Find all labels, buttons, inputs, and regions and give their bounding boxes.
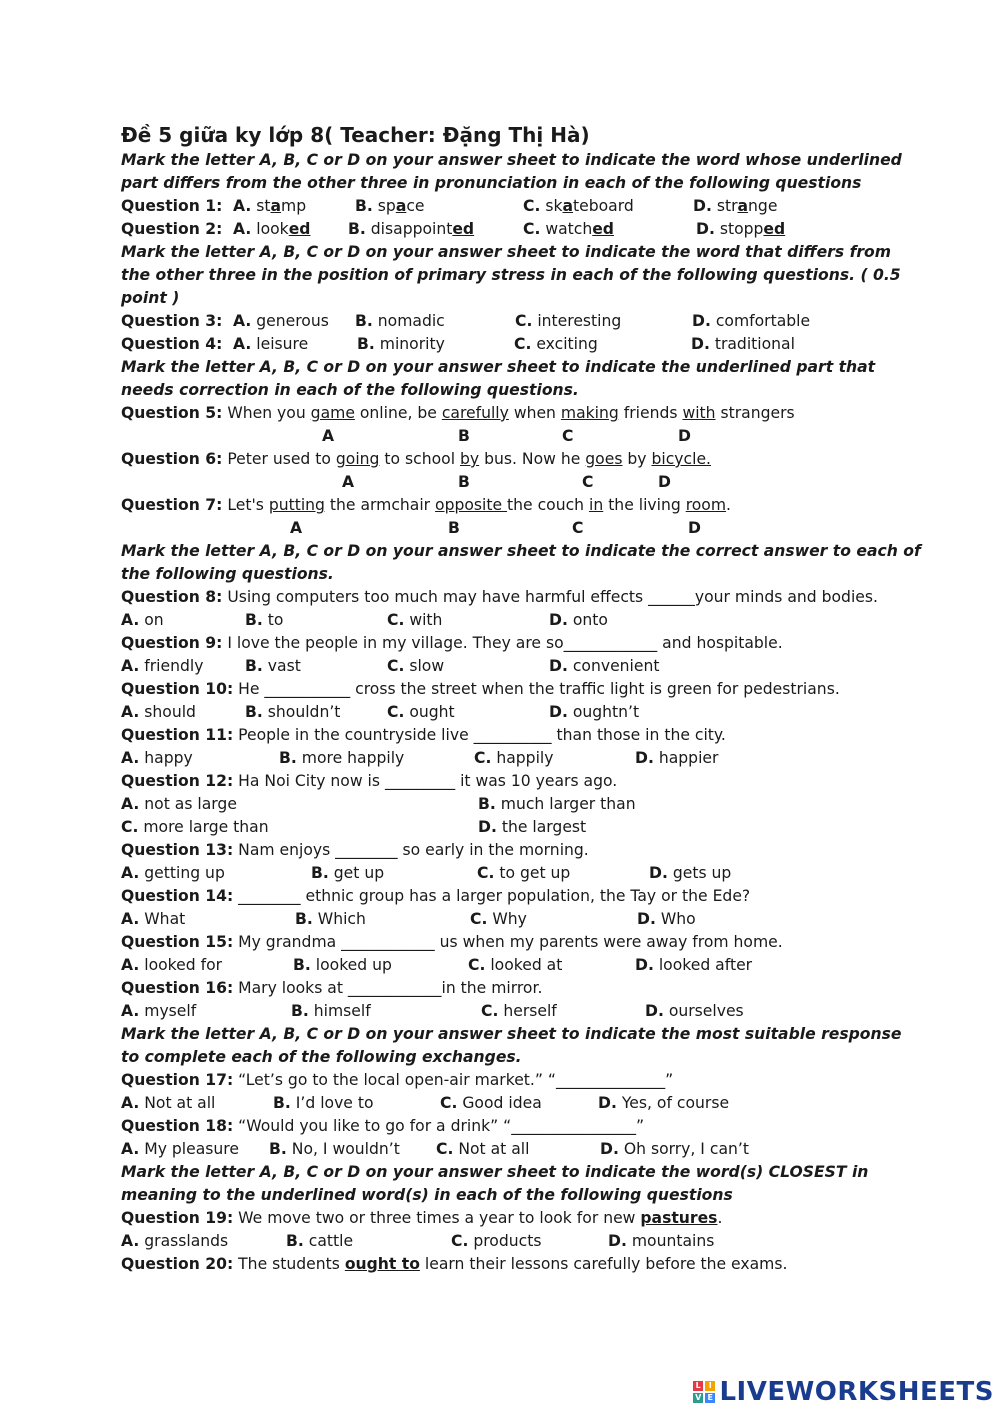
- option-a[interactable]: A. not as large: [121, 795, 237, 813]
- option-c[interactable]: C. watched: [523, 220, 614, 238]
- question-11: Question 11: People in the countryside live __________ than those in the city.: [121, 726, 726, 744]
- question-label: Question 7:: [121, 496, 223, 514]
- option-a[interactable]: A. should: [121, 703, 196, 721]
- option-d[interactable]: D. gets up: [649, 864, 732, 882]
- option-a[interactable]: A. Not at all: [121, 1094, 216, 1112]
- option-b[interactable]: B. more happily: [279, 749, 405, 767]
- option-b[interactable]: B. looked up: [293, 956, 392, 974]
- letter-row: A B C D: [290, 519, 701, 537]
- options-14: [121, 908, 921, 931]
- question-4: [121, 333, 921, 356]
- brand-text: LIVEWORKSHEETS: [719, 1377, 994, 1407]
- underlined-part-c[interactable]: in: [589, 496, 604, 514]
- options-18: [121, 1138, 921, 1161]
- question-5: Question 5: When you game online, be carefully when making friends with strangers: [121, 404, 795, 422]
- option-d[interactable]: D. convenient: [549, 657, 660, 675]
- option-b[interactable]: B. himself: [291, 1002, 371, 1020]
- option-d[interactable]: D. looked after: [635, 956, 753, 974]
- underlined-part-c[interactable]: goes: [585, 450, 623, 468]
- question-label: Question 2:: [121, 220, 223, 238]
- question-10: Question 10: He ___________ cross the street when the traffic light is green for pedestrians.: [121, 680, 840, 698]
- question-label: Question 6:: [121, 450, 223, 468]
- options-15: [121, 954, 921, 977]
- question-16: Question 16: Mary looks at ____________in the mirror.: [121, 979, 543, 997]
- question-1: [121, 195, 921, 218]
- underlined-part-b[interactable]: carefully: [441, 404, 509, 422]
- option-a[interactable]: A. friendly: [121, 657, 204, 675]
- option-a[interactable]: A. getting up: [121, 864, 225, 882]
- underlined-part-a[interactable]: going: [335, 450, 380, 468]
- option-d[interactable]: D. Yes, of course: [598, 1094, 730, 1112]
- option-d[interactable]: D. ourselves: [645, 1002, 744, 1020]
- question-3: [121, 310, 921, 333]
- underlined-part-a[interactable]: game: [310, 404, 355, 422]
- option-c[interactable]: C. interesting: [515, 312, 622, 330]
- question-label: Question 4:: [121, 335, 223, 353]
- worksheet: [121, 121, 921, 1276]
- liveworksheets-logo: [693, 1377, 994, 1407]
- options-12b: [121, 816, 921, 839]
- section-instruction-pronunciation: Mark the letter A, B, C or D on your answer sheet to indicate the word whose underlined part differs from the other three in pronunciation in each of the following questions: [121, 151, 902, 192]
- option-c[interactable]: C. Not at all: [436, 1140, 530, 1158]
- option-a[interactable]: A. looked: [233, 220, 311, 238]
- option-a[interactable]: A. looked for: [121, 956, 223, 974]
- question-13: Question 13: Nam enjoys ________ so early in the morning.: [121, 841, 589, 859]
- section-instruction-error: Mark the letter A, B, C or D on your answer sheet to indicate the underlined part that needs correction in each of the following questions.: [121, 358, 876, 399]
- letter-row: A B C D: [322, 427, 691, 445]
- question-19: Question 19: We move two or three times a year to look for new pastures.: [121, 1209, 723, 1227]
- question-8: Question 8: Using computers too much may have harmful effects ______your minds and bodies.: [121, 588, 878, 606]
- option-b[interactable]: B. vast: [245, 657, 301, 675]
- option-a[interactable]: A. leisure: [233, 335, 309, 353]
- underlined-part-d[interactable]: bicycle.: [651, 450, 711, 468]
- question-6: Question 6: Peter used to going to school by bus. Now he goes by bicycle.: [121, 450, 711, 468]
- option-d[interactable]: D. stopped: [696, 220, 786, 238]
- options-9: [121, 655, 921, 678]
- underlined-part-a[interactable]: putting: [268, 496, 325, 514]
- underlined-part-d[interactable]: room: [685, 496, 727, 514]
- option-c[interactable]: C. happily: [474, 749, 554, 767]
- option-b[interactable]: B. I’d love to: [273, 1094, 374, 1112]
- option-d[interactable]: D. oughtn’t: [549, 703, 640, 721]
- option-c[interactable]: C. products: [451, 1232, 542, 1250]
- option-a[interactable]: A. grasslands: [121, 1232, 229, 1250]
- question-17: Question 17: “Let’s go to the local open-air market.” “______________”: [121, 1071, 674, 1089]
- option-b[interactable]: B. much larger than: [478, 795, 636, 813]
- option-c[interactable]: C. more large than: [121, 818, 269, 836]
- option-b[interactable]: B. get up: [311, 864, 385, 882]
- option-c[interactable]: C. to get up: [477, 864, 571, 882]
- option-c[interactable]: C. skateboard: [523, 197, 634, 215]
- option-b[interactable]: B. minority: [357, 335, 445, 353]
- section-instruction-correct: Mark the letter A, B, C or D on your answer sheet to indicate the correct answer to each of the following questions.: [121, 542, 921, 583]
- option-c[interactable]: C. slow: [387, 657, 445, 675]
- option-b[interactable]: B. No, I wouldn’t: [269, 1140, 400, 1158]
- option-d[interactable]: D. Oh sorry, I can’t: [600, 1140, 749, 1158]
- question-label: Question 3:: [121, 312, 223, 330]
- option-a[interactable]: A. generous: [233, 312, 329, 330]
- underlined-part-c[interactable]: making: [560, 404, 619, 422]
- option-a[interactable]: A. My pleasure: [121, 1140, 239, 1158]
- section-instruction-stress: Mark the letter A, B, C or D on your answer sheet to indicate the word that differs from the other three in the position of primary stress in each of the following questions. ( 0.5 point ): [121, 243, 901, 307]
- question-15: Question 15: My grandma ____________ us when my parents were away from home.: [121, 933, 783, 951]
- question-7: Question 7: Let's putting the armchair opposite the couch in the living room.: [121, 496, 732, 514]
- underlined-part-b[interactable]: opposite: [435, 496, 508, 514]
- options-13: [121, 862, 921, 885]
- options-8: [121, 609, 921, 632]
- option-d[interactable]: D. the largest: [478, 818, 587, 836]
- page-title: Đề 5 giữa ky lớp 8( Teacher: Đặng Thị Hà): [121, 123, 590, 147]
- logo-blocks-icon: L I V E: [693, 1381, 715, 1403]
- question-label: Question 5:: [121, 404, 223, 422]
- options-19: [121, 1230, 921, 1253]
- option-d[interactable]: D. strange: [693, 197, 778, 215]
- option-b[interactable]: B. space: [355, 197, 425, 215]
- option-b[interactable]: B. cattle: [286, 1232, 354, 1250]
- options-10: [121, 701, 921, 724]
- question-18: Question 18: “Would you like to go for a drink” “________________”: [121, 1117, 645, 1135]
- option-b[interactable]: B. shouldn’t: [245, 703, 341, 721]
- options-12a: [121, 793, 921, 816]
- option-d[interactable]: D. traditional: [691, 335, 795, 353]
- option-c[interactable]: C. exciting: [514, 335, 598, 353]
- question-2: [121, 218, 921, 241]
- options-11: [121, 747, 921, 770]
- question-14: Question 14: ________ ethnic group has a larger population, the Tay or the Ede?: [121, 887, 751, 905]
- option-c[interactable]: C. Good idea: [440, 1094, 542, 1112]
- option-a[interactable]: A. happy: [121, 749, 193, 767]
- section-instruction-closest: Mark the letter A, B, C or D on your answer sheet to indicate the word(s) CLOSEST in meaning to the underlined word(s) in each of the following questions: [121, 1163, 869, 1204]
- option-c[interactable]: C. ought: [387, 703, 455, 721]
- underlined-part-d[interactable]: with: [682, 404, 716, 422]
- underlined-part-b[interactable]: by: [460, 450, 480, 468]
- option-c[interactable]: C. herself: [481, 1002, 557, 1020]
- question-label: Question 1:: [121, 197, 223, 215]
- question-9: Question 9: I love the people in my village. They are so____________ and hospitable.: [121, 634, 783, 652]
- letter-row: A B C D: [342, 473, 671, 491]
- option-b[interactable]: B. to: [245, 611, 284, 629]
- option-a[interactable]: A. myself: [121, 1002, 197, 1020]
- options-17: [121, 1092, 921, 1115]
- option-b[interactable]: B. disappointed: [348, 220, 475, 238]
- option-a[interactable]: A. stamp: [233, 197, 307, 215]
- option-c[interactable]: C. with: [387, 611, 443, 629]
- option-b[interactable]: B. Which: [295, 910, 366, 928]
- option-d[interactable]: D. comfortable: [692, 312, 811, 330]
- option-d[interactable]: D. onto: [549, 611, 608, 629]
- options-16: [121, 1000, 921, 1023]
- option-c[interactable]: C. Why: [470, 910, 527, 928]
- question-20: Question 20: The students ought to learn their lessons carefully before the exams.: [121, 1255, 788, 1273]
- option-c[interactable]: C. looked at: [468, 956, 563, 974]
- option-d[interactable]: D. Who: [637, 910, 696, 928]
- option-d[interactable]: D. happier: [635, 749, 719, 767]
- option-a[interactable]: A. What: [121, 910, 186, 928]
- section-instruction-response: Mark the letter A, B, C or D on your answer sheet to indicate the most suitable response to complete each of the following exchanges.: [121, 1025, 902, 1066]
- option-b[interactable]: B. nomadic: [355, 312, 445, 330]
- option-a[interactable]: A. on: [121, 611, 164, 629]
- option-d[interactable]: D. mountains: [608, 1232, 715, 1250]
- question-12: Question 12: Ha Noi City now is _________ it was 10 years ago.: [121, 772, 618, 790]
